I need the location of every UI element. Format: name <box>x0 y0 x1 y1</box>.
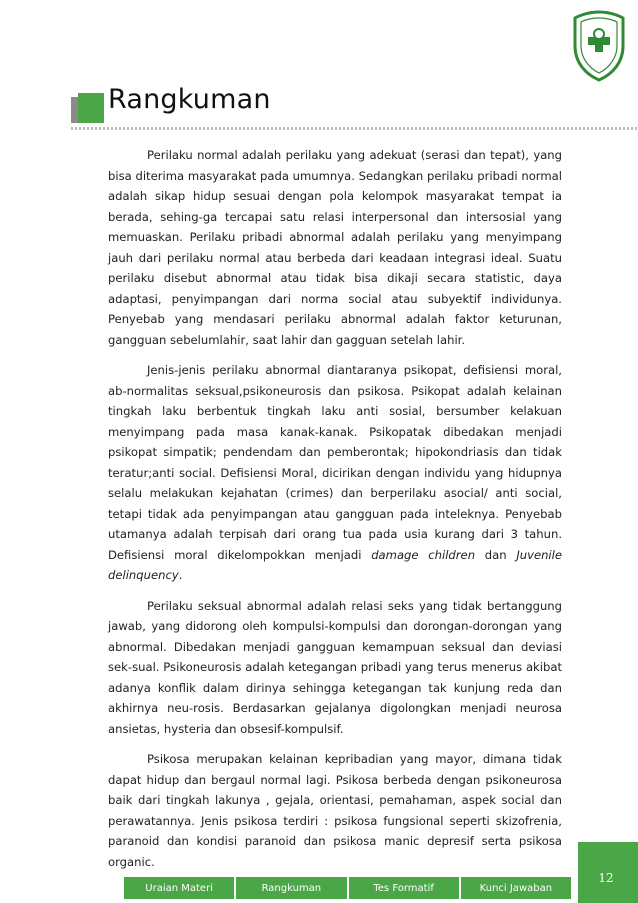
conjunction-text: dan <box>475 547 517 562</box>
paragraph-psychosis: Psikosa merupakan kelainan kepribadian yang mayor, dimana tidak dapat hidup dan bergaul normal lagi. Psikosa berbeda dengan psikoneurosa baik dari tingkah lakunya , gejala, orientasi, pemahaman, aspek social dan perawatannya. Jenis psikosa terdiri : psikosa fungsional seperti skizofrenia, paranoid dan kondisi paranoid dan psikosa manic depresif serta psikosa organic. <box>108 752 562 869</box>
page-title: Rangkuman <box>108 84 271 115</box>
nav-uraian-materi[interactable]: Uraian Materi <box>124 877 236 899</box>
term-damage-children: damage children <box>371 547 476 562</box>
nav-kunci-jawaban[interactable]: Kunci Jawaban <box>479 882 553 894</box>
paragraph-normal-behavior: Perilaku normal adalah perilaku yang adekuat (serasi dan tepat), yang bisa diterima masyarakat pada umumnya. Sedangkan perilaku pribadi normal adalah sikap hidup sesuai dengan pola kelompok masyarakat tempat ia berada, sehing-ga tercapai satu relasi interpersonal dan intersosial yang memuaskan. Perilaku pribadi abnormal adalah perilaku yang menyimpang jauh dari perilaku normal atau berbeda dari keadaan integrasi ideal. Suatu perilaku disebut abnormal atau tidak bisa dikaji secara statistic, daya adaptasi, penyimpangan dari norma social atau subyektif individunya. Penyebab yang mendasari perilaku abnormal adalah faktor keturunan, gangguan sebelumlahir, saat lahir dan gagguan setelah lahir. <box>108 148 562 347</box>
heading-decoration <box>71 93 105 127</box>
nav-tes-formatif[interactable]: Tes Formatif <box>349 877 461 899</box>
summary-body <box>108 145 562 882</box>
term-juvenile-delinquency: Juvenile delinquency <box>108 547 562 582</box>
nav-rangkuman[interactable]: Rangkuman <box>236 877 348 899</box>
title-dotted-rule <box>71 127 637 130</box>
sentence-end: . <box>178 568 183 582</box>
page-number: 12 <box>598 871 614 885</box>
paragraph-abnormal-types <box>108 360 562 586</box>
paragraph-abnormal-types-text: Jenis-jenis perilaku abnormal diantaranya psikopat, defisiensi moral, ab-normalitas seksual,psikoneurosis dan psikosa. Psikopat adalah kelainan tingkah laku berbentuk tingkah laku anti sosial, bersumber kelakuan menyimpang pada masa kanak-kanak. Psikopatak dibedakan menjadi psikopat simpatik; pendendam dan pemberontak; hipokondriasis dan tidak teratur;anti social. Defisiensi Moral, dicirikan dengan individu yang hidupnya selalu melakukan kejahatan (crimes) dan berperilaku asocial/ anti social, tetapi tidak ada penyimpangan atau gangguan pada inteleknya. Penyebab utamanya adalah terpisah dari orang tua pada usia kurang dari 3 tahun. Defisiensi moral dikelompokkan menjadi <box>108 363 562 562</box>
bottom-navigation <box>124 877 571 899</box>
heading-green-square <box>78 93 104 123</box>
bakti-husada-logo <box>571 10 627 82</box>
page-number-box <box>578 842 638 903</box>
paragraph-sexual-abnormal: Perilaku seksual abnormal adalah relasi seks yang tidak bertanggung jawab, yang didorong oleh kompulsi-kompulsi dan dorongan-dorongan yang abnormal. Dibedakan menjadi gangguan kemampuan seksual dan deviasi sek-sual. Psikoneurosis adalah ketegangan pribadi yang terus menerus akibat adanya konflik dalam dirinya sehingga ketegangan tak kunjung reda dan akhirnya neu-rosis. Berdasarkan gejalanya digolongkan menjadi neurosa ansietas, hysteria dan obsesif-kompulsif. <box>108 598 562 736</box>
